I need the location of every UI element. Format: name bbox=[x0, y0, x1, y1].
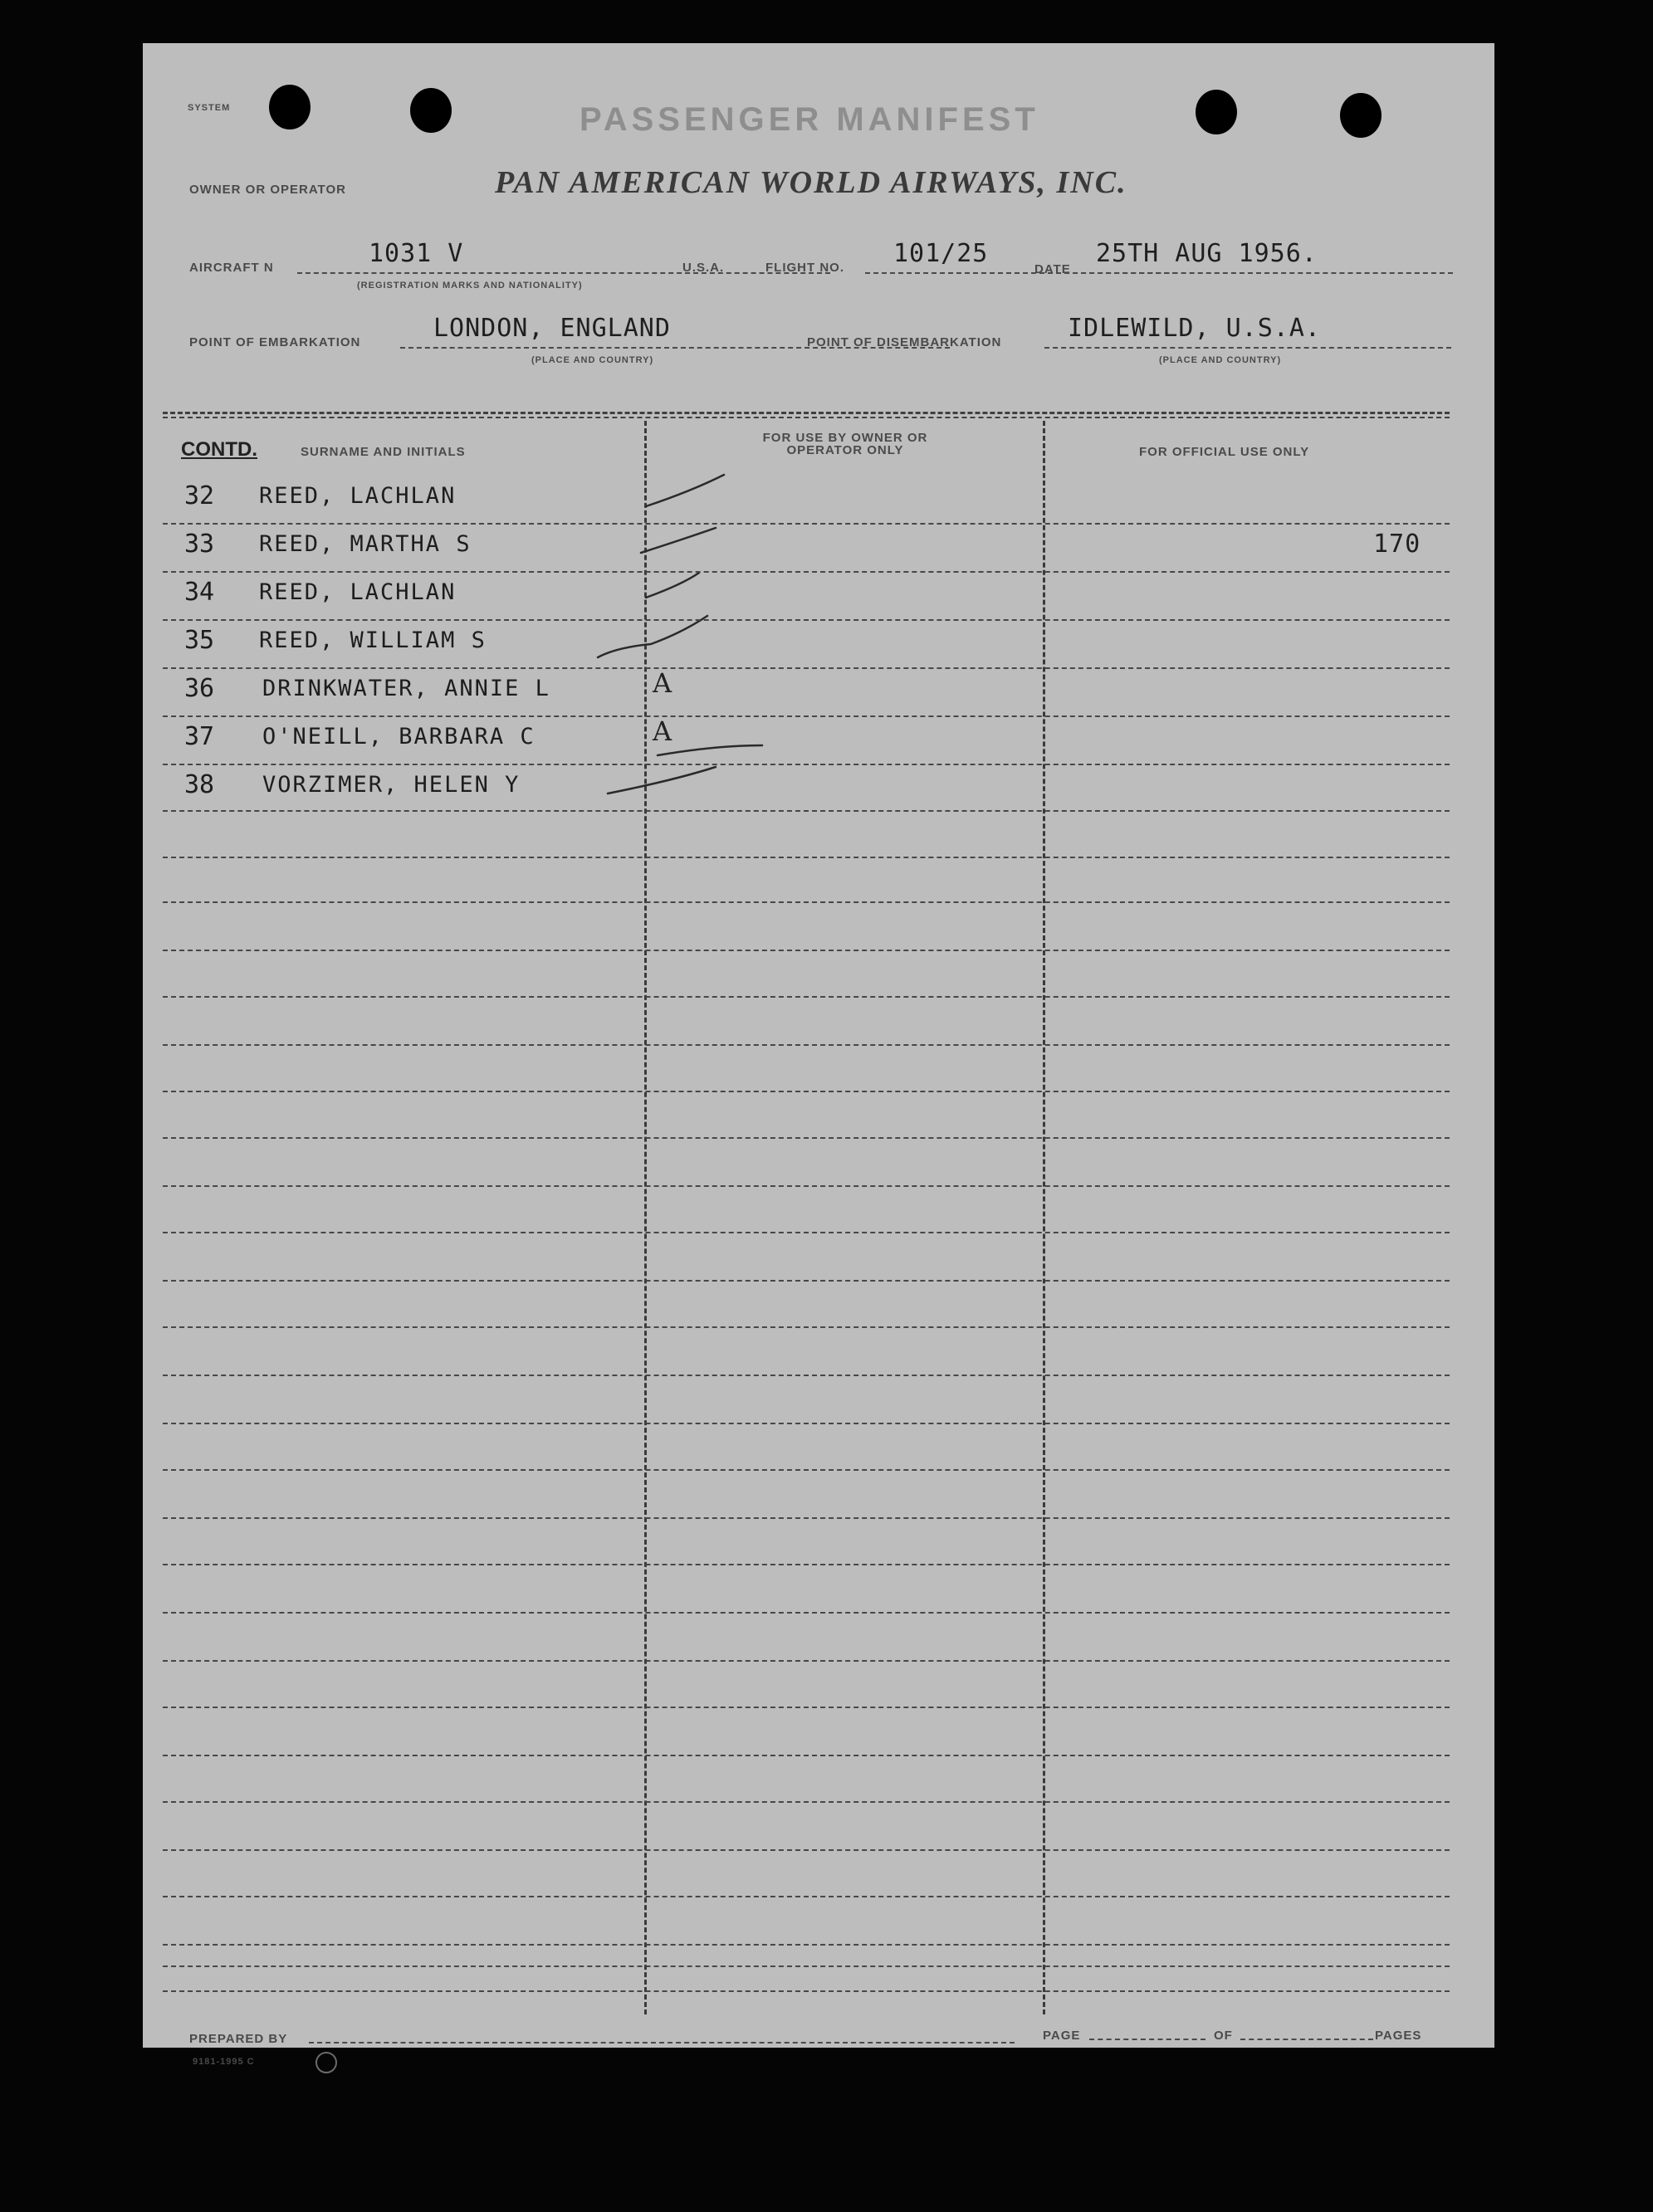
row-rule bbox=[163, 1044, 1450, 1046]
row-number: 32 bbox=[184, 481, 215, 510]
row-number: 38 bbox=[184, 770, 215, 799]
form-title: PASSENGER MANIFEST bbox=[580, 101, 1039, 138]
company-name: PAN AMERICAN WORLD AIRWAYS, INC. bbox=[495, 165, 1127, 200]
row-rule bbox=[163, 901, 1450, 903]
corner-stamp: SYSTEM bbox=[188, 103, 231, 113]
row-rule bbox=[163, 857, 1450, 858]
flight-value: 101/25 bbox=[893, 239, 989, 268]
form-number: 9181-1995 C bbox=[193, 2057, 255, 2067]
row-rule bbox=[163, 1849, 1450, 1851]
owner-column-header: FOR USE BY OWNER OR OPERATOR ONLY bbox=[762, 431, 928, 457]
row-rule bbox=[163, 571, 1450, 573]
surname-column-header: SURNAME AND INITIALS bbox=[301, 445, 466, 459]
row-rule bbox=[163, 1707, 1450, 1708]
prepared-by-label: PREPARED BY bbox=[189, 2032, 288, 2046]
prepared-by-underline bbox=[309, 2042, 1015, 2044]
passenger-name: DRINKWATER, ANNIE L bbox=[262, 676, 550, 701]
row-rule bbox=[163, 1564, 1450, 1565]
contd-label: CONTD. bbox=[181, 438, 257, 461]
of-underline bbox=[1240, 2039, 1373, 2040]
page-label: PAGE bbox=[1043, 2029, 1081, 2043]
owner-mark: A bbox=[653, 667, 672, 699]
row-rule bbox=[163, 1755, 1450, 1756]
usa-label: U.S.A. bbox=[682, 261, 725, 275]
row-rule bbox=[163, 1990, 1450, 1992]
registration-caption: (REGISTRATION MARKS AND NATIONALITY) bbox=[357, 281, 583, 291]
date-value: 25TH AUG 1956. bbox=[1096, 239, 1318, 268]
passenger-name: REED, LACHLAN bbox=[259, 579, 457, 605]
row-rule bbox=[163, 1280, 1450, 1282]
disembarkation-caption: (PLACE AND COUNTRY) bbox=[1159, 355, 1282, 365]
date-label: DATE bbox=[1034, 262, 1071, 276]
official-column-header: FOR OFFICIAL USE ONLY bbox=[1139, 445, 1310, 459]
row-rule bbox=[163, 1965, 1450, 1967]
flight-label: FLIGHT NO. bbox=[765, 261, 844, 275]
row-rule bbox=[163, 715, 1450, 717]
row-rule bbox=[163, 1423, 1450, 1424]
row-rule bbox=[163, 1137, 1450, 1139]
pages-label: PAGES bbox=[1375, 2029, 1422, 2043]
row-rule bbox=[163, 619, 1450, 621]
row-rule bbox=[163, 810, 1450, 812]
page-underline bbox=[1089, 2039, 1206, 2040]
row-rule bbox=[163, 1091, 1450, 1092]
union-bug-icon bbox=[315, 2052, 337, 2073]
row-rule bbox=[163, 1896, 1450, 1897]
passenger-name: O'NEILL, BARBARA C bbox=[262, 724, 536, 750]
row-number: 35 bbox=[184, 626, 215, 655]
row-number: 33 bbox=[184, 530, 215, 559]
passenger-name: REED, MARTHA S bbox=[259, 531, 472, 557]
passenger-name: REED, LACHLAN bbox=[259, 483, 457, 509]
row-rule bbox=[163, 523, 1450, 525]
row-number: 37 bbox=[184, 722, 215, 751]
passenger-name: VORZIMER, HELEN Y bbox=[262, 772, 521, 798]
row-rule bbox=[163, 1612, 1450, 1614]
row-rule bbox=[163, 1185, 1450, 1187]
check-marks bbox=[143, 43, 1494, 873]
embarkation-caption: (PLACE AND COUNTRY) bbox=[531, 355, 654, 365]
official-entry: 170 bbox=[1373, 530, 1421, 559]
aircraft-value: 1031 V bbox=[369, 239, 464, 268]
row-rule bbox=[163, 667, 1450, 669]
row-rule bbox=[163, 1517, 1450, 1519]
row-rule bbox=[163, 1660, 1450, 1662]
row-rule bbox=[163, 996, 1450, 998]
passenger-name: REED, WILLIAM S bbox=[259, 627, 487, 653]
owner-mark: A bbox=[653, 715, 672, 747]
row-rule bbox=[163, 1801, 1450, 1803]
disembarkation-label: POINT OF DISEMBARKATION bbox=[807, 335, 1002, 349]
row-rule bbox=[163, 950, 1450, 951]
aircraft-label: AIRCRAFT N bbox=[189, 261, 274, 275]
row-rule bbox=[163, 1326, 1450, 1328]
embarkation-value: LONDON, ENGLAND bbox=[433, 314, 671, 343]
row-rule bbox=[163, 1944, 1450, 1946]
row-rule bbox=[163, 1375, 1450, 1376]
row-rule bbox=[163, 1469, 1450, 1471]
embarkation-label: POINT OF EMBARKATION bbox=[189, 335, 361, 349]
of-label: OF bbox=[1214, 2029, 1233, 2043]
disembarkation-value: IDLEWILD, U.S.A. bbox=[1068, 314, 1321, 343]
manifest-sheet bbox=[143, 43, 1494, 2067]
row-number: 36 bbox=[184, 674, 215, 703]
row-rule bbox=[163, 764, 1450, 765]
row-rule bbox=[163, 1232, 1450, 1233]
row-number: 34 bbox=[184, 578, 215, 607]
owner-label: OWNER OR OPERATOR bbox=[189, 183, 346, 197]
